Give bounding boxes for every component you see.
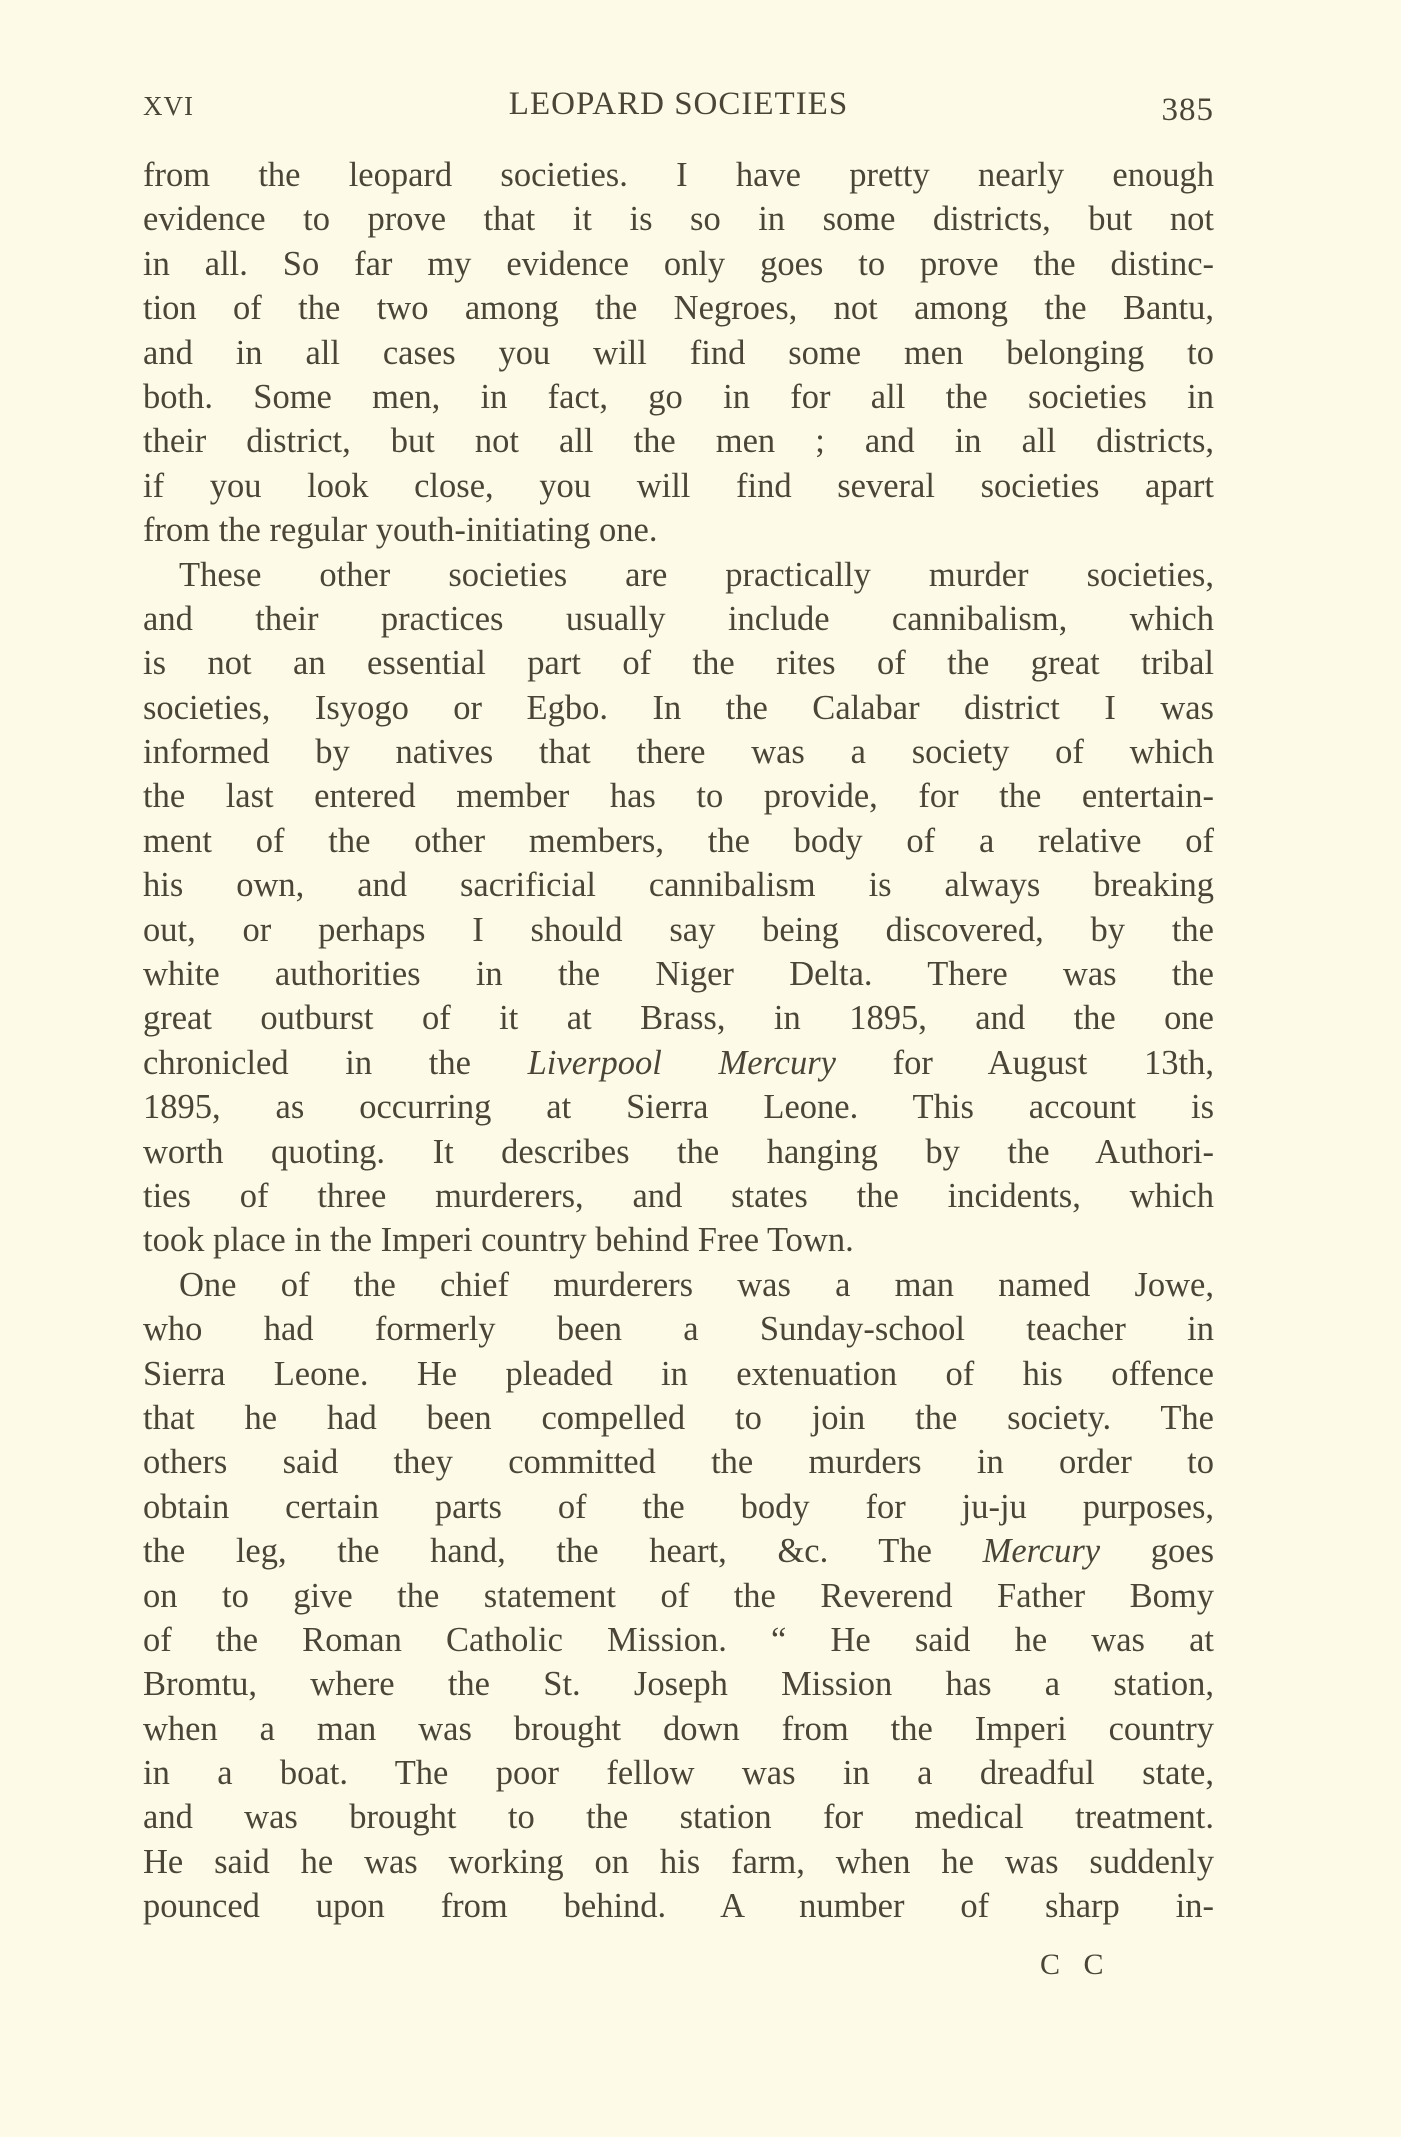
text-line — [143, 419, 1214, 463]
text-line — [143, 730, 1214, 774]
line-text: Bromtu, where the St. Joseph Mission has a station, — [143, 1665, 1214, 1704]
line-text: These other societies are practically murder societies, — [179, 555, 1214, 594]
line-text: evidence to prove that it is so in some districts, but not — [143, 200, 1214, 239]
line-text: took place in the Imperi country behind Free Town. — [143, 1221, 854, 1260]
text-line — [143, 153, 1214, 197]
text-line — [143, 1840, 1214, 1884]
line-text: out, or perhaps I should say being discovered, by the — [143, 910, 1214, 949]
line-text: ment of the other members, the body of a relative of — [143, 821, 1214, 860]
line-text: their district, but not all the men ; and in all districts, — [143, 422, 1214, 461]
line-text: if you look close, you will find several societies apart — [143, 466, 1214, 505]
text-line — [143, 242, 1214, 286]
text-line — [143, 464, 1214, 508]
text-line — [143, 1662, 1214, 1706]
text-line — [143, 1307, 1214, 1351]
line-text: One of the chief murderers was a man named Jowe, — [179, 1265, 1214, 1304]
line-text: great outburst of it at Brass, in 1895, and the one — [143, 999, 1214, 1038]
line-text: others said they committed the murders in order to — [143, 1443, 1214, 1482]
text-line — [143, 1707, 1214, 1751]
line-text: tion of the two among the Negroes, not among the Bantu, — [143, 289, 1214, 328]
line-text: and their practices usually include cannibalism, which — [143, 599, 1214, 638]
text-line — [143, 1529, 1214, 1573]
line-text: chronicled in the — [143, 1043, 528, 1082]
line-text: is not an essential part of the rites of the great tribal — [143, 644, 1214, 683]
line-text: in all. So far my evidence only goes to prove the distinc- — [143, 244, 1214, 283]
line-text: on to give the statement of the Reverend Father Bomy — [143, 1576, 1214, 1615]
running-header — [143, 86, 1214, 130]
line-text: and in all cases you will find some men belonging to — [143, 333, 1214, 372]
text-line — [143, 996, 1214, 1040]
line-text: 1895, as occurring at Sierra Leone. This account is — [143, 1088, 1214, 1127]
line-text: and was brought to the station for medical treatment. — [143, 1798, 1214, 1837]
line-text: informed by natives that there was a society of which — [143, 733, 1214, 772]
text-line — [143, 508, 1214, 552]
text-line — [143, 331, 1214, 375]
line-text: obtain certain parts of the body for ju-ju purposes, — [143, 1487, 1214, 1526]
running-title: LEOPARD SOCIETIES — [508, 86, 849, 122]
line-text: who had formerly been a Sunday-school teacher in — [143, 1310, 1214, 1349]
text-line — [143, 286, 1214, 330]
text-line — [143, 641, 1214, 685]
line-text: for August 13th, — [835, 1043, 1214, 1082]
text-line — [143, 1352, 1214, 1396]
line-text: ties of three murderers, and states the incidents, which — [143, 1176, 1214, 1215]
text-line — [143, 1485, 1214, 1529]
chapter-number: XVI — [143, 91, 194, 121]
text-line — [143, 863, 1214, 907]
line-text: the leg, the hand, the heart, &c. The — [143, 1532, 983, 1571]
line-text: Sierra Leone. He pleaded in extenuation of his offence — [143, 1354, 1214, 1393]
line-text: from the regular youth-initiating one. — [143, 511, 658, 550]
body-text — [143, 153, 1214, 1929]
text-line — [143, 1263, 1214, 1307]
text-line — [143, 1574, 1214, 1618]
italic-title: Mercury — [982, 1532, 1101, 1571]
signature-mark: C C — [1040, 1948, 1112, 1981]
text-line — [143, 1795, 1214, 1839]
line-text: pounced upon from behind. A number of sharp in- — [143, 1887, 1214, 1926]
text-line — [143, 1884, 1214, 1928]
text-line — [143, 197, 1214, 241]
line-text: both. Some men, in fact, go in for all the societies in — [143, 377, 1214, 416]
text-line — [143, 1041, 1214, 1085]
text-line — [143, 1440, 1214, 1484]
text-line — [143, 375, 1214, 419]
italic-title: Liverpool Mercury — [527, 1043, 836, 1082]
line-text: the last entered member has to provide, for the entertain- — [143, 777, 1214, 816]
text-line — [143, 1130, 1214, 1174]
text-line — [143, 952, 1214, 996]
line-text: societies, Isyogo or Egbo. In the Calabar district I was — [143, 688, 1214, 727]
line-text: goes — [1100, 1532, 1214, 1571]
line-text: worth quoting. It describes the hanging by the Authori- — [143, 1132, 1214, 1171]
page-number: 385 — [1161, 92, 1214, 128]
text-line — [143, 1396, 1214, 1440]
line-text: his own, and sacrificial cannibalism is always breaking — [143, 866, 1214, 905]
line-text: He said he was working on his farm, when he was suddenly — [143, 1842, 1214, 1881]
line-text: when a man was brought down from the Imperi country — [143, 1709, 1214, 1748]
text-line — [143, 774, 1214, 818]
text-line — [143, 819, 1214, 863]
text-line — [143, 597, 1214, 641]
line-text: in a boat. The poor fellow was in a dreadful state, — [143, 1754, 1214, 1793]
text-line — [143, 553, 1214, 597]
text-line — [143, 1218, 1214, 1262]
line-text: white authorities in the Niger Delta. There was the — [143, 955, 1214, 994]
text-line — [143, 1085, 1214, 1129]
text-line — [143, 1618, 1214, 1662]
text-line — [143, 686, 1214, 730]
line-text: from the leopard societies. I have pretty nearly enough — [143, 156, 1214, 194]
line-text: that he had been compelled to join the society. The — [143, 1398, 1214, 1437]
text-line — [143, 1174, 1214, 1218]
line-text: of the Roman Catholic Mission. “ He said he was at — [143, 1620, 1214, 1659]
text-line — [143, 908, 1214, 952]
text-line — [143, 1751, 1214, 1795]
